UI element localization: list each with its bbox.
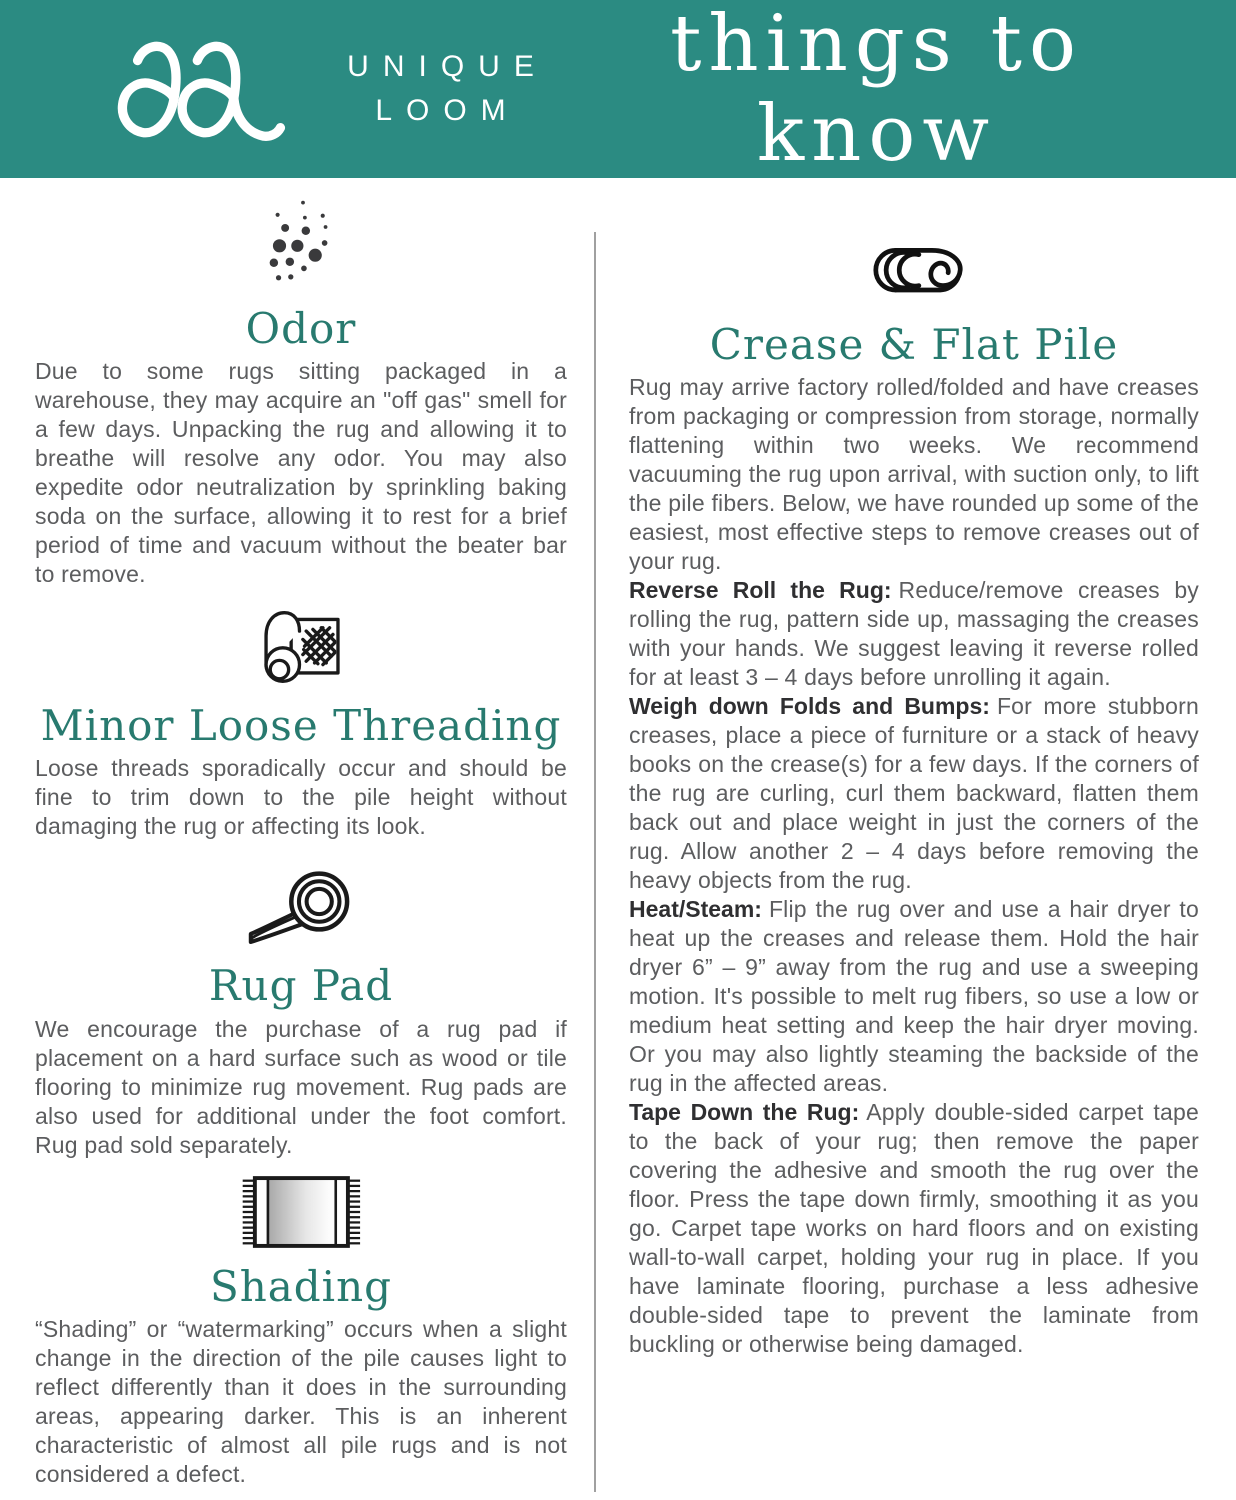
fringed-rug-icon <box>234 1172 369 1252</box>
rolled-rug-crosshatch-icon <box>251 601 351 693</box>
section-body: Due to some rugs sitting packaged in a warehouse, they may acquire an "off gas" smell for a few days. Unpacking the rug and allowing it to breathe will resolve any odor. You may also expedite odor neutralization by sprinkling baking soda on the surface, allowing it to rest for a brief period of time and vacuum without the beater bar to remove. <box>35 358 567 588</box>
tip-text: Reduce/remove creases by rolling the rug, pattern side up, massaging the creases with your hands. We suggest leaving it reverse rolled for at least 3 – 4 days before unrolling it again. <box>629 577 1200 691</box>
section-body: We encourage the purchase of a rug pad if placement on a hard surface such as wood or tile flooring to minimize rug movement. Rug pads are also used for additional under the foot comfort. Rug pad sold separately. <box>35 1015 567 1158</box>
brand-name-line2: LOOM <box>375 94 520 127</box>
brand-name <box>330 45 565 133</box>
section-heading: Crease & Flat Pile <box>709 320 1119 369</box>
tip-label: Weigh down Folds and Bumps: <box>629 693 990 720</box>
tip-text: Flip the rug over and use a hair dryer to heat up the creases and release them. Hold the hair dryer 6” – 9” away from the rug and use a sweeping motion. It's possible to melt rug fibers, so use a low or medium heat setting and keep the hair dryer moving. Or you may also lightly steaming the backside of the rug in the affected areas. <box>629 896 1199 1097</box>
section-intro: Rug may arrive factory rolled/folded and have creases from packaging or compression from storage, normally flattening within two weeks. We recommend vacuuming the rug upon arrival, with suction only, to lift the pile fibers. Below, we have rounded up some of the easiest, most effective steps to remove creases out of your rug. <box>629 374 1199 575</box>
brand-name-line1: UNIQUE <box>347 50 548 83</box>
left-column <box>35 178 567 1500</box>
content-area <box>0 178 1236 1500</box>
right-column <box>629 178 1199 1500</box>
header-banner <box>0 0 1236 178</box>
tip-text: For more stubborn creases, place a piece of furniture or a stack of heavy books on the crease(s) for a few days. If the corners of the rug are curling, curl them backward, flatten them back out and place weight in just the corners of the rug. Allow another 2 – 4 days before removing the heavy objects from the rug. <box>629 693 1199 894</box>
rug-pad-roll-icon <box>240 861 362 951</box>
tip-text: Apply double-sided carpet tape to the back of your rug; then remove the paper covering the adhesive and smooth the rug over the floor. Press the tape down firmly, smoothing it as you go. Carpet tape works on hard floors and on existing wall-to-wall carpet, holding your rug in place. If you have laminate flooring, purchase a less adhesive double-sided tape to prevent the laminate from buckling or otherwise being damaged. <box>629 1099 1199 1358</box>
tip-tape-down <box>629 1098 1199 1359</box>
section-body: Loose threads sporadically occur and should be fine to trim down to the pile height without damaging the rug or affecting its look. <box>35 755 567 840</box>
page-title: things to know <box>670 0 1083 179</box>
section-heading: Rug Pad <box>208 961 394 1011</box>
section-heading: Minor Loose Threading <box>40 701 562 751</box>
section-crease-flat-pile <box>629 240 1199 1359</box>
section-body: “Shading” or “watermarking” occurs when a slight change in the direction of the pile causes light to reflect differently than it does in the surrounding areas, appearing darker. This is an inherent characteristic of almost all pile rugs and is not considered a defect. <box>35 1315 567 1487</box>
tip-reverse-roll <box>629 576 1199 692</box>
section-rug-pad <box>35 861 567 1159</box>
tip-label: Tape Down the Rug: <box>629 1099 860 1126</box>
rolled-rug-side-icon <box>856 240 972 302</box>
section-shading <box>35 1172 567 1489</box>
section-minor-loose-threading <box>35 601 567 841</box>
tip-weigh-down <box>629 692 1199 895</box>
tip-label: Heat/Steam: <box>629 896 762 923</box>
odor-dots-icon <box>256 196 345 290</box>
section-heading: Odor <box>245 304 357 353</box>
brand <box>104 30 565 148</box>
column-divider <box>594 232 596 1492</box>
unique-loom-logo-icon <box>104 30 300 148</box>
tip-label: Reverse Roll the Rug: <box>629 577 892 604</box>
tip-heat-steam <box>629 895 1199 1098</box>
section-odor <box>35 196 567 589</box>
section-heading: Shading <box>209 1261 393 1311</box>
